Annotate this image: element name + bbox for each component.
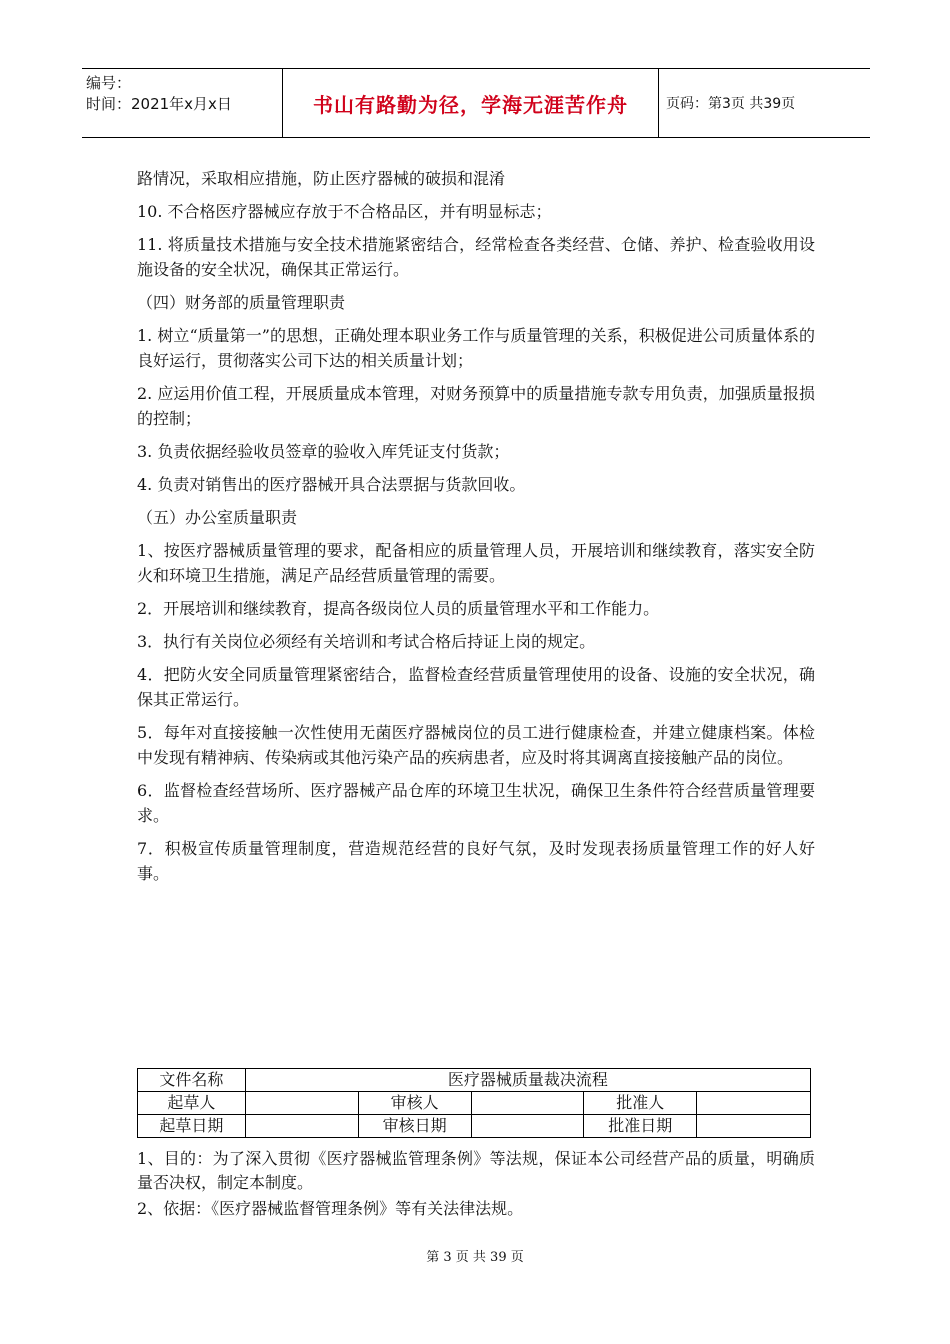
page-header <box>82 68 870 138</box>
paragraph: 10. 不合格医疗器械应存放于不合格品区，并有明显标志； <box>137 202 552 221</box>
paragraph: 4. 负责对销售出的医疗器械开具合法票据与货款回收。 <box>137 475 526 494</box>
paragraph: 2．开展培训和继续教育，提高各级岗位人员的质量管理水平和工作能力。 <box>137 599 660 618</box>
page-footer: 第 3 页 共 39 页 <box>426 1250 524 1265</box>
header-divider <box>658 69 659 137</box>
paragraph: 1、按医疗器械质量管理的要求，配备相应的质量管理人员，开展培训和继续教育，落实安全防火和环境卫生措施，满足产品经营质量管理的需要。 <box>137 541 815 585</box>
paragraph: 4．把防火安全同质量管理紧密结合，监督检查经营质量管理使用的设备、设施的安全状况，确保其正常运行。 <box>137 665 815 709</box>
paragraph: 1. 树立“质量第一”的思想，正确处理本职业务工作与质量管理的关系，积极促进公司质量体系的良好运行，贯彻落实公司下达的相关质量计划； <box>137 326 815 370</box>
table-row <box>138 1115 811 1138</box>
document-body <box>137 166 815 894</box>
section-heading: （五）办公室质量职责 <box>137 508 298 527</box>
paragraph: 3. 负责依据经验收员签章的验收入库凭证支付货款； <box>137 442 510 461</box>
paragraph: 2. 应运用价值工程，开展质量成本管理，对财务预算中的质量措施专款专用负责，加强质量报损的控制； <box>137 384 815 428</box>
approver-label: 批准人 <box>584 1092 697 1115</box>
doc-time-label: 时间：2021年x月x日 <box>86 95 232 113</box>
doc-code-label: 编号： <box>86 74 132 92</box>
document-info-table <box>137 1068 811 1138</box>
paragraph: 3．执行有关岗位必须经有关培训和考试合格后持证上岗的规定。 <box>137 632 596 651</box>
header-page-info: 页码：第3页 共39页 <box>666 96 796 112</box>
post-table-text <box>137 1147 815 1223</box>
draft-date-value <box>245 1115 358 1138</box>
file-name-label: 文件名称 <box>138 1069 246 1092</box>
paragraph: 5．每年对直接接触一次性使用无菌医疗器械岗位的员工进行健康检查，并建立健康档案。体检中发现有精神病、传染病或其他污染产品的疾病患者，应及时将其调离直接接触产品的岗位。 <box>137 723 815 767</box>
file-name-value: 医疗器械质量裁决流程 <box>245 1069 810 1092</box>
paragraph: 1、目的：为了深入贯彻《医疗器械监管理条例》等法规，保证本公司经营产品的质量，明确质量否决权，制定本制度。 <box>137 1149 815 1192</box>
reviewer-value <box>471 1092 584 1115</box>
paragraph: 2、依据：《医疗器械监督管理条例》等有关法律法规。 <box>137 1199 524 1218</box>
paragraph: 6．监督检查经营场所、医疗器械产品仓库的环境卫生状况，确保卫生条件符合经营质量管理要求。 <box>137 781 815 825</box>
draft-date-label: 起草日期 <box>138 1115 246 1138</box>
review-date-value <box>471 1115 584 1138</box>
review-date-label: 审核日期 <box>358 1115 471 1138</box>
drafter-label: 起草人 <box>138 1092 246 1115</box>
approver-value <box>697 1092 811 1115</box>
table-row <box>138 1069 811 1092</box>
approve-date-value <box>697 1115 811 1138</box>
table-row <box>138 1092 811 1115</box>
paragraph: 11. 将质量技术措施与安全技术措施紧密结合，经常检查各类经营、仓储、养护、检查验收用设施设备的安全状况，确保其正常运行。 <box>137 235 815 279</box>
paragraph: 7．积极宣传质量管理制度，营造规范经营的良好气氛，及时发现表扬质量管理工作的好人好事。 <box>137 839 815 883</box>
approve-date-label: 批准日期 <box>584 1115 697 1138</box>
drafter-value <box>245 1092 358 1115</box>
section-heading: （四）财务部的质量管理职责 <box>137 293 346 312</box>
reviewer-label: 审核人 <box>358 1092 471 1115</box>
header-slogan: 书山有路勤为径，学海无涯苦作舟 <box>313 92 628 117</box>
paragraph: 路情况，采取相应措施，防止医疗器械的破损和混淆 <box>137 169 506 188</box>
header-meta <box>82 69 282 137</box>
